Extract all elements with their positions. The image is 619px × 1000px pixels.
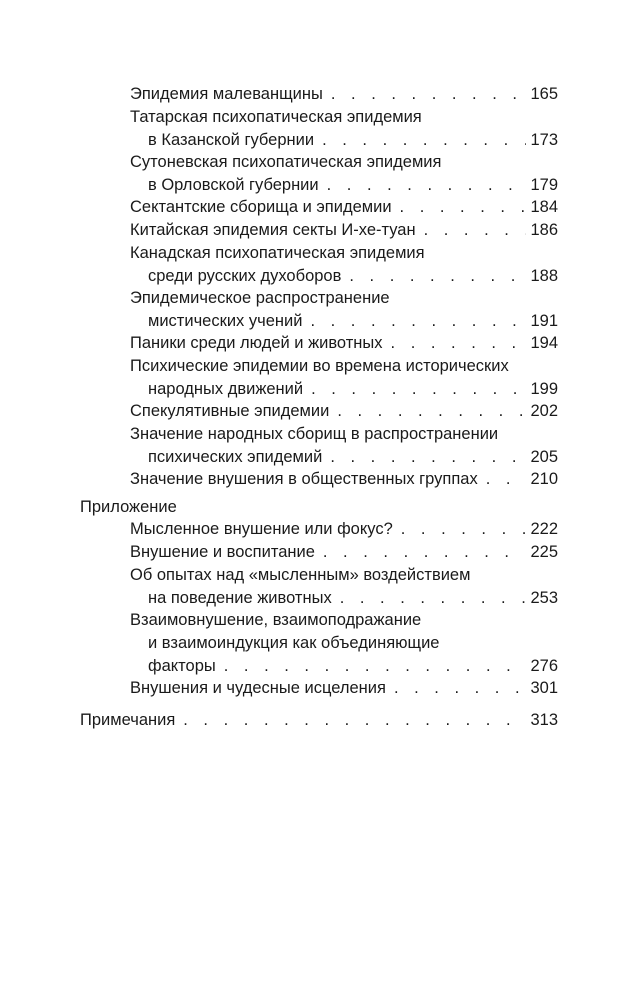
leader-dots [323, 542, 527, 562]
toc-entry[interactable] [130, 424, 558, 467]
leader-dots [340, 588, 527, 608]
toc-entry[interactable] [130, 610, 558, 676]
toc-page-number: 165 [530, 85, 558, 103]
toc-entry[interactable] [130, 333, 558, 353]
toc-entry-title-cont: психических эпидемий [148, 448, 323, 466]
toc-entry-title-cont: среди русских духоборов [148, 267, 342, 285]
toc-entry-title: Татарская психопатическая эпидемия [130, 108, 422, 126]
toc-entry[interactable] [130, 152, 558, 195]
toc-entry[interactable] [130, 288, 558, 331]
toc-page-number: 179 [530, 176, 558, 194]
toc-entry-title-cont: факторы [148, 657, 216, 675]
leader-dots [400, 197, 527, 217]
toc-page-number: 188 [530, 267, 558, 285]
toc-entry-title: Об опытах над «мысленным» воздействием [130, 566, 471, 584]
toc-entry[interactable] [130, 565, 558, 608]
toc-page-number: 210 [530, 470, 558, 488]
leader-dots [331, 84, 527, 104]
toc-page-number: 191 [530, 312, 558, 330]
toc-entry-title-cont: народных движений [148, 380, 304, 398]
toc-entry-title: Мысленное внушение или фокус? [130, 520, 393, 538]
toc-entry-title: Внушение и воспитание [130, 543, 315, 561]
toc-entry[interactable] [130, 107, 558, 150]
toc-entry-title-cont: в Казанской губернии [148, 131, 315, 149]
toc-entry-title: Значение народных сборищ в распространении [130, 425, 499, 443]
toc-entry-title: Эпидемическое распространение [130, 289, 390, 307]
leader-dots [183, 710, 526, 730]
leader-dots [224, 656, 527, 676]
toc-entry-title: Сектантские сборища и эпидемии [130, 198, 392, 216]
leader-dots [327, 175, 527, 195]
appendix-heading[interactable] [80, 497, 558, 517]
toc-entry-title: Спекулятивные эпидемии [130, 402, 330, 420]
toc-entry-title-cont: мистических учений [148, 312, 303, 330]
toc-entry-title: Сутоневская психопатическая эпидемия [130, 153, 442, 171]
leader-dots [424, 220, 527, 240]
leader-dots [310, 311, 526, 331]
toc-entry-title: Примечания [80, 711, 176, 729]
toc-page-number: 225 [530, 543, 558, 561]
toc-entry[interactable] [130, 243, 558, 286]
leader-dots [311, 379, 526, 399]
toc-entry[interactable] [130, 356, 558, 399]
toc-entry[interactable] [130, 401, 558, 421]
toc-page-number: 184 [530, 198, 558, 216]
leader-dots [330, 447, 526, 467]
toc-entry[interactable] [130, 220, 558, 240]
toc-page-number: 276 [530, 657, 558, 675]
toc-entry-title: Внушения и чудесные исцеления [130, 679, 386, 697]
leader-dots [322, 130, 526, 150]
toc-entry-notes[interactable] [80, 710, 558, 730]
toc-entry-title-cont: на поведение животных [148, 589, 332, 607]
leader-dots [394, 678, 527, 698]
toc-entry[interactable] [130, 469, 558, 489]
toc-page-number: 301 [530, 679, 558, 697]
toc-page-number: 199 [530, 380, 558, 398]
leader-dots [486, 469, 527, 489]
leader-dots [349, 266, 526, 286]
toc-entry[interactable] [130, 197, 558, 217]
toc-page-number: 194 [530, 334, 558, 352]
toc-page-number: 222 [530, 520, 558, 538]
leader-dots [401, 519, 527, 539]
appendix-heading-title: Приложение [80, 498, 177, 516]
toc-entry-title: Значение внушения в общественных группах [130, 470, 478, 488]
toc-page-number: 202 [530, 402, 558, 420]
toc-entry-title: Паники среди людей и животных [130, 334, 383, 352]
toc-entry[interactable] [130, 678, 558, 698]
toc-entry-title: Китайская эпидемия секты И-хе-туан [130, 221, 416, 239]
toc-entry-title: Канадская психопатическая эпидемия [130, 244, 425, 262]
toc-page-number: 186 [530, 221, 558, 239]
toc-entry-title-cont: в Орловской губернии [148, 176, 319, 194]
toc-entry-title: Взаимовнушение, взаимоподражание [130, 611, 422, 629]
toc-entry[interactable] [130, 84, 558, 104]
toc-entry-title: Эпидемия малеванщины [130, 85, 323, 103]
toc-page-number: 313 [530, 711, 558, 729]
toc-entry-title-cont: и взаимоиндукция как объединяющие [148, 634, 440, 652]
toc-page-number: 205 [530, 448, 558, 466]
toc-entry-title: Психические эпидемии во времена исторических [130, 357, 509, 375]
leader-dots [337, 401, 526, 421]
toc-entry[interactable] [130, 519, 558, 539]
leader-dots [391, 333, 527, 353]
toc-entry[interactable] [130, 542, 558, 562]
toc-page-number: 173 [530, 131, 558, 149]
toc-page-number: 253 [530, 589, 558, 607]
